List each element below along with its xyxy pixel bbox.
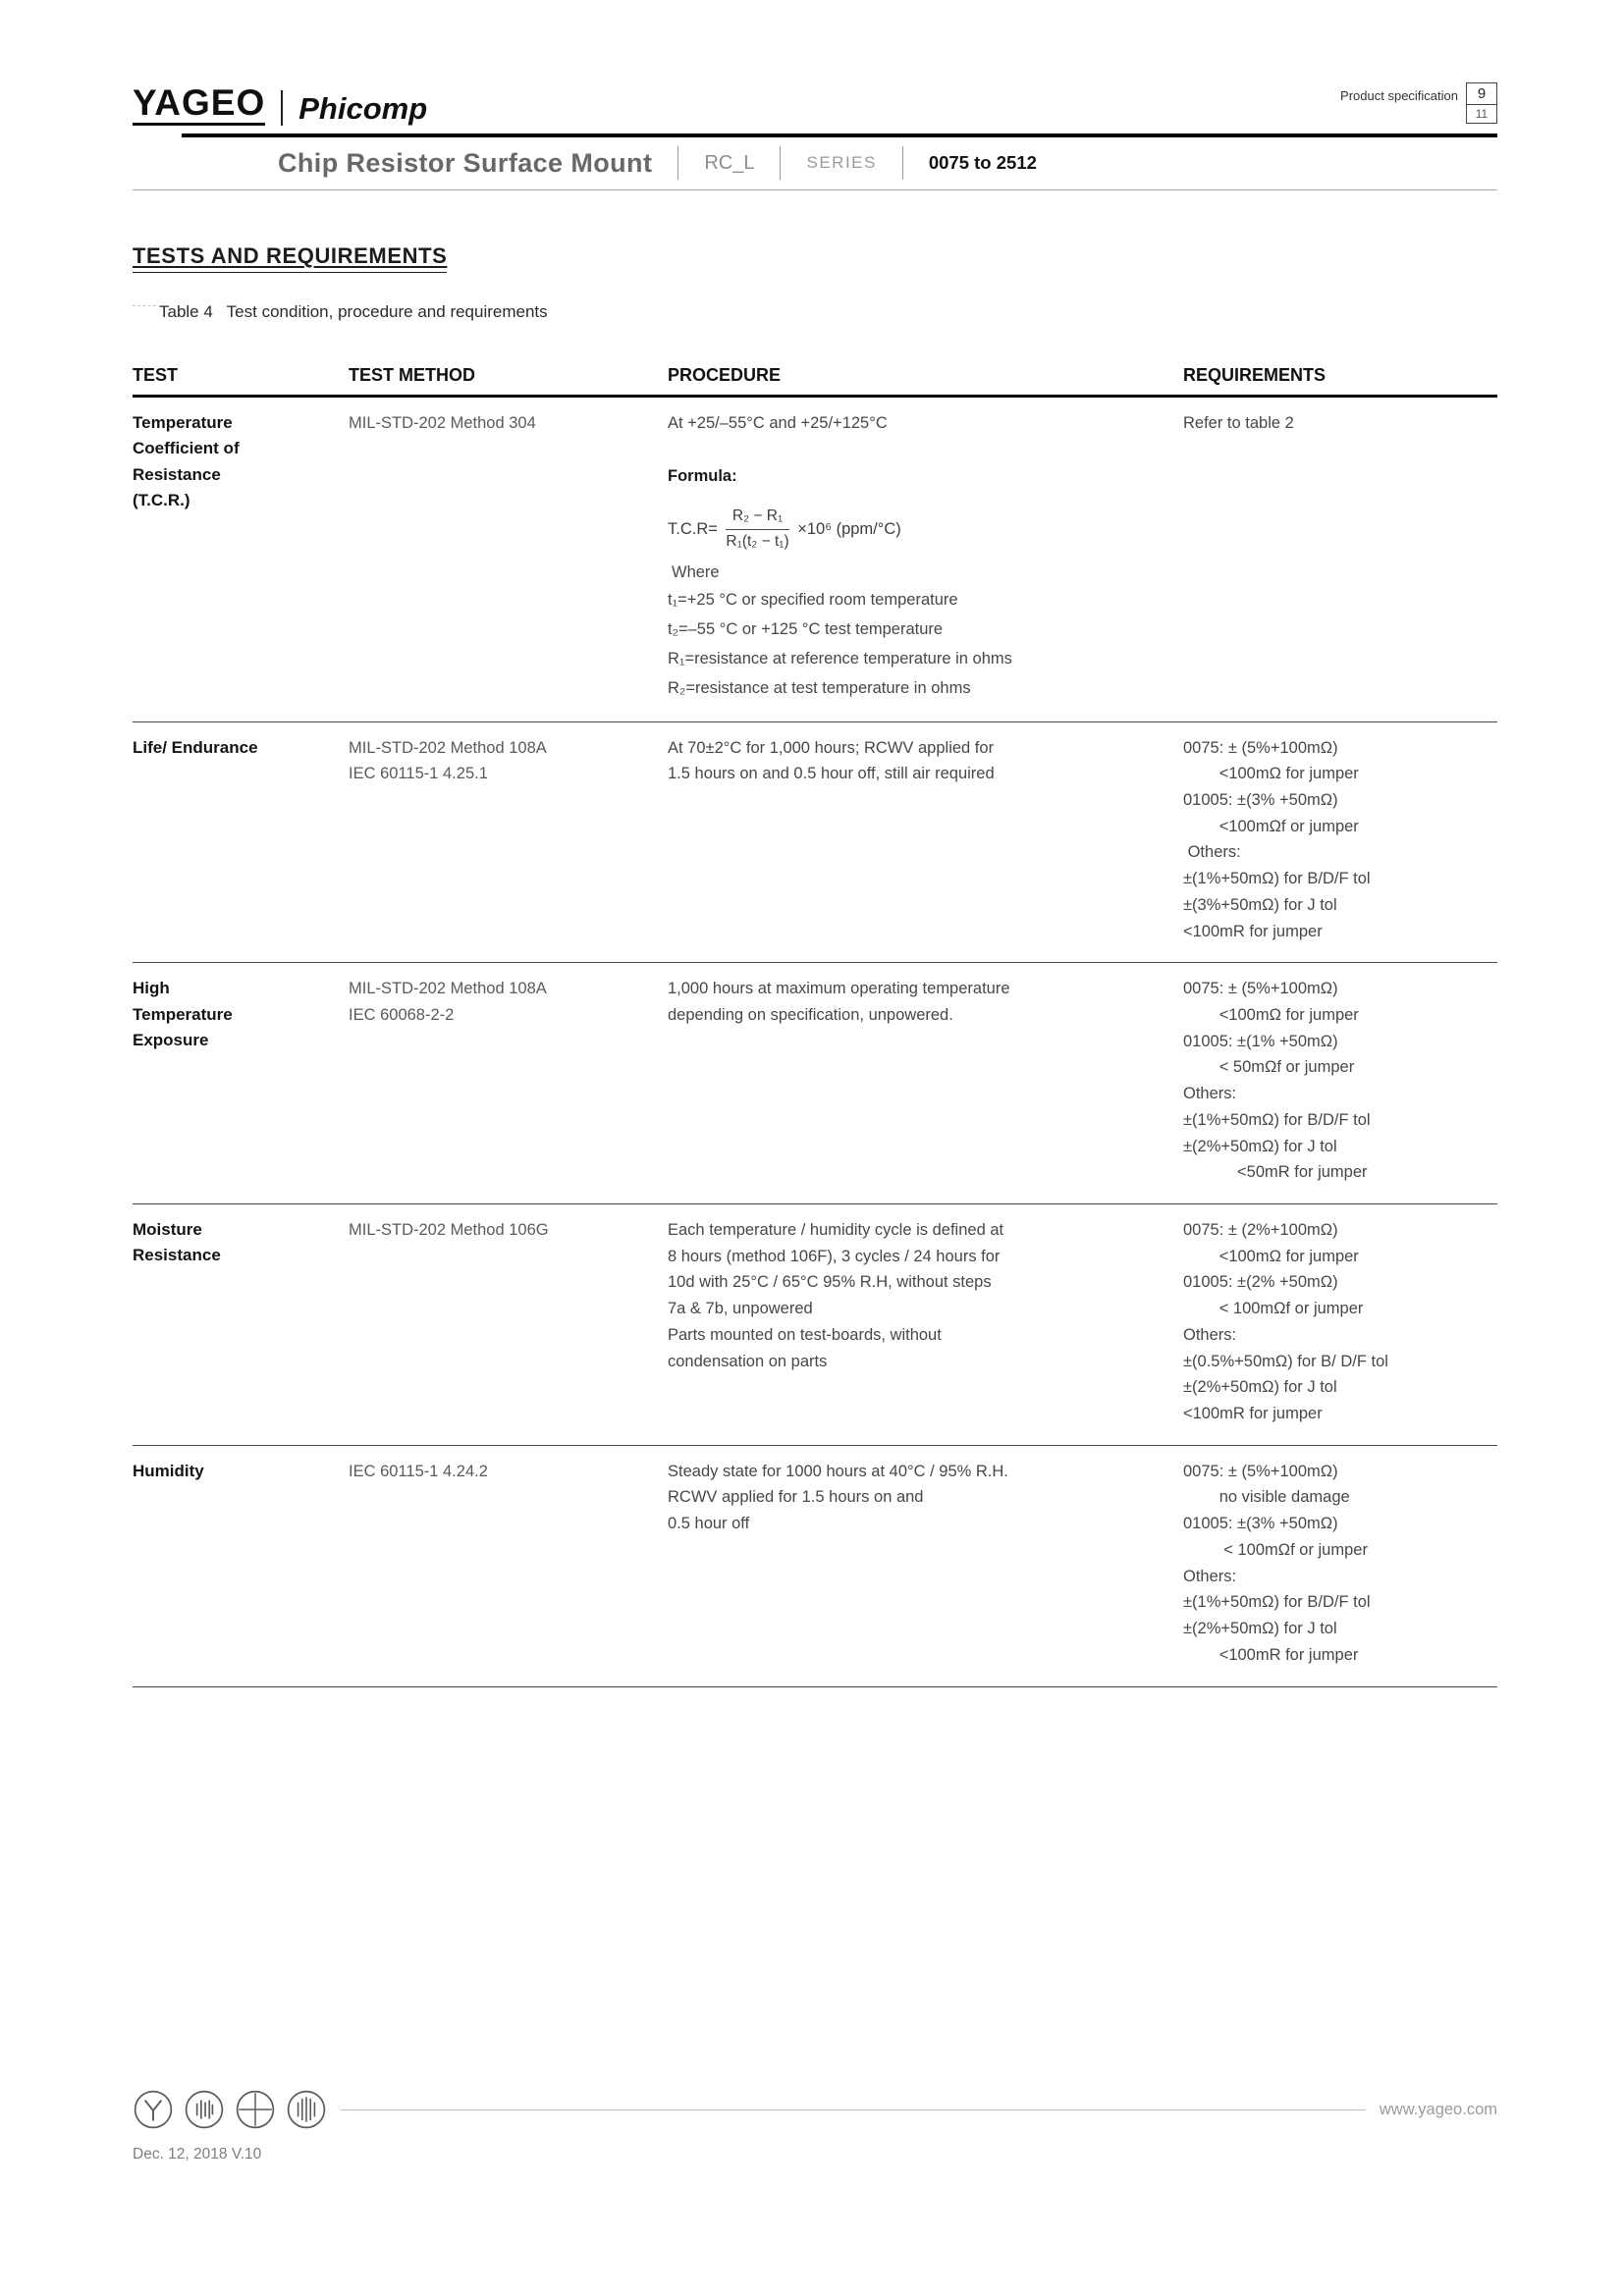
procedure-line: At 70±2°C for 1,000 hours; RCWV applied for — [668, 738, 995, 757]
where-definition-line: t₁=+25 °C or specified room temperature — [668, 591, 958, 610]
footer-row — [133, 2089, 1497, 2130]
column-header-procedure: PROCEDURE — [668, 365, 782, 385]
requirement-line: <100mR for jumper — [1183, 922, 1323, 940]
test-name-line: Coefficient of — [133, 439, 240, 458]
series-label: SERIES — [806, 153, 877, 172]
brand-logos — [133, 84, 427, 126]
test-name-line: Moisture — [133, 1220, 202, 1239]
product-spec-label: Product specification — [1340, 88, 1458, 103]
test-name-line: (T.C.R.) — [133, 491, 190, 510]
title-divider — [902, 146, 903, 180]
requirement-line: 01005: ±(1% +50mΩ) — [1183, 1032, 1338, 1050]
section-heading: TESTS AND REQUIREMENTS — [133, 243, 447, 273]
requirement-line: <100mΩf or jumper — [1183, 817, 1359, 835]
table-row-life-endurance — [133, 722, 1497, 964]
procedure-line: depending on specification, unpowered. — [668, 1005, 953, 1024]
column-header-test: TEST — [133, 365, 179, 385]
test-method-line: MIL-STD-202 Method 108A — [349, 980, 547, 998]
title-bar — [133, 137, 1497, 189]
requirement-line: Refer to table 2 — [1183, 414, 1294, 432]
where-definitions — [668, 585, 1162, 703]
requirement-line: <100mΩ for jumper — [1183, 765, 1359, 783]
test-name-line: Resistance — [133, 464, 221, 484]
requirement-line: ±(2%+50mΩ) for J tol — [1183, 1137, 1337, 1155]
requirement-line: ±(1%+50mΩ) for B/D/F tol — [1183, 1110, 1371, 1129]
formula-rhs: ×10⁶ (ppm/°C) — [797, 519, 901, 538]
procedure — [668, 976, 1183, 1186]
requirement-line: Others: — [1183, 1567, 1237, 1585]
test-name-line: Humidity — [133, 1461, 204, 1480]
formula-label: Formula: — [668, 466, 737, 485]
test-method — [349, 410, 668, 704]
where-definition-line: t₂=–55 °C or +125 °C test temperature — [668, 620, 944, 639]
procedure-line: 1,000 hours at maximum operating temperature — [668, 980, 1010, 998]
test-name-line: High — [133, 979, 170, 998]
requirement-line: < 50mΩf or jumper — [1183, 1058, 1355, 1077]
footer-rule — [341, 2109, 1366, 2110]
requirement-line: ±(1%+50mΩ) for B/D/F tol — [1183, 870, 1371, 888]
test-name-line: Life/ Endurance — [133, 737, 258, 757]
procedure — [668, 1217, 1183, 1427]
barcode-icon — [184, 2089, 225, 2130]
test-name — [133, 1459, 349, 1669]
series-code: RC_L — [704, 151, 755, 174]
requirement-line: <100mΩ for jumper — [1183, 1247, 1359, 1265]
requirement-line: < 100mΩf or jumper — [1183, 1540, 1368, 1559]
procedure — [668, 1459, 1183, 1669]
requirement-line: <50mR for jumper — [1183, 1163, 1368, 1182]
test-name — [133, 735, 349, 945]
test-method — [349, 735, 668, 945]
date-version: Dec. 12, 2018 V.10 — [133, 2146, 262, 2163]
page-header — [133, 0, 1497, 190]
phicomp-logo: Phicomp — [298, 90, 428, 126]
formula-denominator: R₁(t₂ − t₁) — [726, 532, 789, 550]
requirement-line: 0075: ± (5%+100mΩ) — [1183, 738, 1338, 757]
requirement-line: 0075: ± (2%+100mΩ) — [1183, 1221, 1338, 1239]
caption-corner-mark — [133, 305, 156, 306]
procedure-line: 8 hours (method 106F), 3 cycles / 24 hours for — [668, 1247, 1001, 1265]
requirements — [1183, 735, 1497, 945]
requirement-line: ±(2%+50mΩ) for J tol — [1183, 1378, 1337, 1397]
requirement-line: ±(1%+50mΩ) for B/D/F tol — [1183, 1593, 1371, 1612]
test-name-line: Temperature — [133, 1004, 233, 1024]
requirement-line: < 100mΩf or jumper — [1183, 1300, 1364, 1318]
logo-divider — [281, 90, 283, 126]
procedure-line: Steady state for 1000 hours at 40°C / 95% R.H. — [668, 1462, 1008, 1480]
requirement-line: Others: — [1183, 843, 1241, 862]
requirement-line: 0075: ± (5%+100mΩ) — [1183, 1462, 1338, 1480]
stripes-icon — [286, 2089, 327, 2130]
procedure-line: Parts mounted on test-boards, without — [668, 1325, 942, 1344]
test-name-line: Exposure — [133, 1030, 209, 1049]
requirement-line: ±(2%+50mΩ) for J tol — [1183, 1620, 1337, 1638]
procedure-line: 1.5 hours on and 0.5 hour off, still air required — [668, 765, 995, 783]
requirements — [1183, 1459, 1497, 1669]
table-caption — [133, 302, 1497, 322]
requirement-line: 0075: ± (5%+100mΩ) — [1183, 980, 1338, 998]
procedure — [668, 735, 1183, 945]
test-name — [133, 976, 349, 1186]
test-method-line: MIL-STD-202 Method 108A — [349, 738, 547, 757]
page-footer — [133, 2089, 1497, 2163]
test-method-line: IEC 60115-1 4.24.2 — [349, 1462, 488, 1480]
test-method — [349, 1459, 668, 1669]
requirement-line: Others: — [1183, 1085, 1237, 1103]
requirement-line: Others: — [1183, 1325, 1237, 1344]
procedure-line: 10d with 25°C / 65°C 95% R.H, without steps — [668, 1273, 992, 1292]
requirement-line: no visible damage — [1183, 1488, 1350, 1507]
test-name — [133, 410, 349, 704]
requirement-line: 01005: ±(3% +50mΩ) — [1183, 790, 1338, 809]
website-link[interactable]: www.yageo.com — [1379, 2100, 1497, 2118]
test-method-line: IEC 60068-2-2 — [349, 1005, 455, 1024]
procedure-line: condensation on parts — [668, 1352, 828, 1370]
requirements — [1183, 1217, 1497, 1427]
table-header-row — [133, 365, 1497, 398]
requirement-line: <100mR for jumper — [1183, 1405, 1323, 1423]
procedure-line: 0.5 hour off — [668, 1515, 750, 1533]
test-requirements-table — [133, 365, 1497, 1687]
formula-numerator: R₂ − R₁ — [726, 507, 789, 529]
title-divider — [780, 146, 781, 180]
test-method — [349, 1217, 668, 1427]
table-caption-text: Table 4 Test condition, procedure and requirements — [159, 302, 548, 321]
table-row-temperature-coefficient — [133, 398, 1497, 722]
formula-fraction — [726, 507, 789, 551]
test-name-line: Temperature — [133, 413, 233, 432]
procedure-intro: At +25/–55°C and +25/+125°C — [668, 414, 888, 432]
page-current: 9 — [1467, 83, 1496, 105]
page-content — [133, 0, 1497, 1687]
page-total: 11 — [1475, 107, 1489, 121]
page-number-box — [1466, 82, 1497, 124]
certification-icons — [133, 2089, 327, 2130]
column-header-test-method: TEST METHOD — [349, 365, 475, 385]
test-method-line: IEC 60115-1 4.25.1 — [349, 764, 488, 782]
requirements — [1183, 976, 1497, 1186]
requirement-line: ±(0.5%+50mΩ) for B/ D/F tol — [1183, 1352, 1388, 1370]
document-title: Chip Resistor Surface Mount — [278, 147, 653, 178]
table-row-humidity — [133, 1446, 1497, 1687]
requirement-line: 01005: ±(2% +50mΩ) — [1183, 1273, 1338, 1292]
title-divider — [677, 146, 678, 180]
table-row-high-temperature-exposure — [133, 963, 1497, 1204]
requirement-line: 01005: ±(3% +50mΩ) — [1183, 1515, 1338, 1533]
logo-row — [133, 0, 1497, 126]
procedure-line: RCWV applied for 1.5 hours on and — [668, 1488, 924, 1507]
test-method — [349, 976, 668, 1186]
where-definition-line: R₂=resistance at test temperature in ohms — [668, 679, 971, 698]
procedure-line: 7a & 7b, unpowered — [668, 1300, 813, 1318]
spec-block — [1340, 82, 1497, 126]
tcr-formula — [668, 507, 1162, 551]
requirements — [1183, 410, 1497, 704]
test-method-line: MIL-STD-202 Method 106G — [349, 1221, 549, 1239]
column-header-requirements: REQUIREMENTS — [1183, 365, 1326, 385]
series-range: 0075 to 2512 — [928, 152, 1037, 173]
requirement-line: <100mR for jumper — [1183, 1645, 1359, 1664]
y-symbol-icon — [133, 2089, 174, 2130]
test-name-line: Resistance — [133, 1246, 221, 1265]
procedure — [668, 410, 1183, 704]
formula-lhs: T.C.R= — [668, 519, 718, 538]
table-row-moisture-resistance — [133, 1204, 1497, 1446]
yageo-logo: YAGEO — [133, 84, 265, 126]
test-method-line: MIL-STD-202 Method 304 — [349, 414, 536, 432]
procedure-line: Each temperature / humidity cycle is defined at — [668, 1221, 1004, 1239]
crosshair-icon — [235, 2089, 276, 2130]
requirement-line: ±(3%+50mΩ) for J tol — [1183, 895, 1337, 914]
test-name — [133, 1217, 349, 1427]
requirement-line: <100mΩ for jumper — [1183, 1005, 1359, 1024]
where-definition-line: R₁=resistance at reference temperature in ohms — [668, 650, 1012, 668]
where-label: Where — [672, 562, 720, 581]
